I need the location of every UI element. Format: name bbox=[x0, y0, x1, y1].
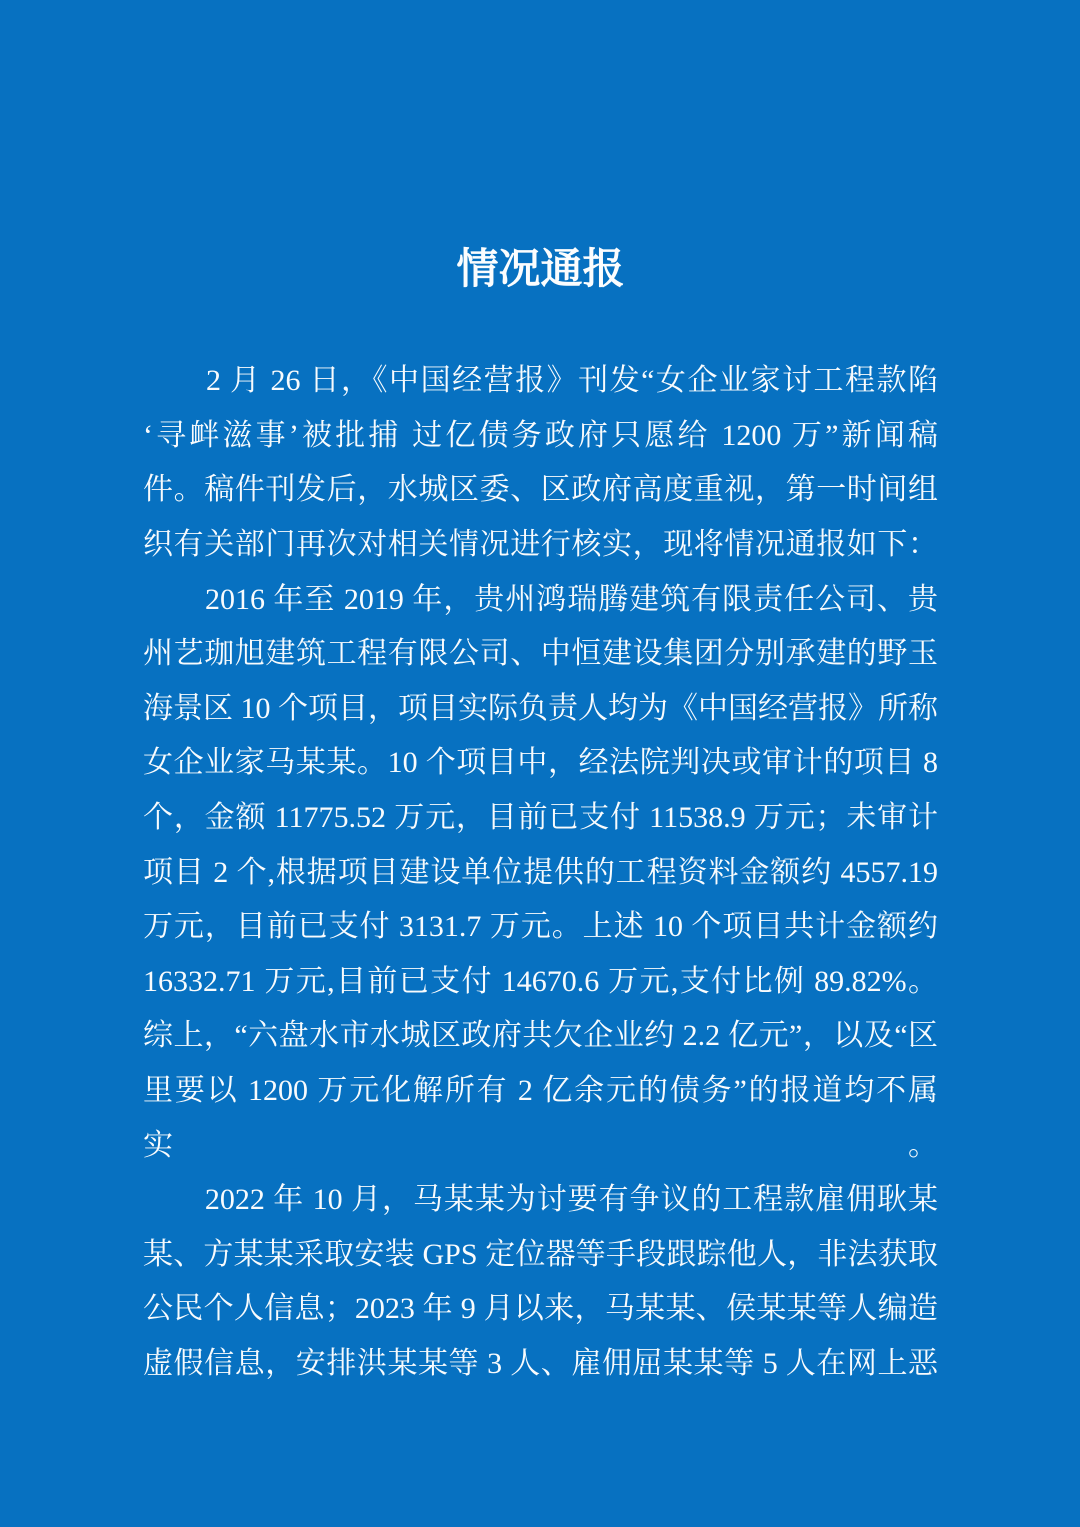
text-line: ‘寻衅滋事’被批捕 过亿债务政府只愿给 1200 万”新闻稿 bbox=[143, 418, 938, 452]
text-line: 某、方某某采取安装 GPS 定位器等手段跟踪他人，非法获取 bbox=[143, 1237, 938, 1271]
text-line: 公民个人信息；2023 年 9 月以来，马某某、侯某某等人编造 bbox=[143, 1292, 938, 1326]
text-line: 2 月 26 日，《中国经营报》刊发“女企业家讨工程款陷 bbox=[143, 364, 938, 398]
text-line: 织有关部门再次对相关情况进行核实，现将情况通报如下： bbox=[143, 528, 938, 562]
text-line: 个，金额 11775.52 万元，目前已支付 11538.9 万元；未审计 bbox=[143, 801, 938, 835]
text-line: 2022 年 10 月，马某某为讨要有争议的工程款雇佣耿某 bbox=[143, 1183, 938, 1217]
page-title: 情况通报 bbox=[456, 247, 625, 293]
paragraph-projects bbox=[143, 573, 938, 1174]
text-line: 虚假信息，安排洪某某等 3 人、雇佣屈某某等 5 人在网上恶 bbox=[143, 1346, 938, 1380]
paragraph-intro bbox=[143, 354, 938, 572]
text-line: 女企业家马某某。10 个项目中，经法院判决或审计的项目 8 bbox=[143, 746, 938, 780]
text-line: 综上，“六盘水市水城区政府共欠企业约 2.2 亿元”，以及“区 bbox=[143, 1019, 938, 1053]
text-line: 2016 年至 2019 年，贵州鸿瑞腾建筑有限责任公司、贵 bbox=[143, 582, 938, 616]
text-line: 16332.71 万元,目前已支付 14670.6 万元,支付比例 89.82%。 bbox=[143, 964, 938, 998]
text-line: 万元，目前已支付 3131.7 万元。上述 10 个项目共计金额约 bbox=[143, 910, 938, 944]
text-line: 项目 2 个,根据项目建设单位提供的工程资料金额约 4557.19 bbox=[143, 855, 938, 889]
text-line: 件。稿件刊发后，水城区委、区政府高度重视，第一时间组 bbox=[143, 473, 938, 507]
text-line: 海景区 10 个项目，项目实际负责人均为《中国经营报》所称 bbox=[143, 691, 938, 725]
notice-body bbox=[143, 354, 938, 1391]
paragraph-incidents bbox=[143, 1173, 938, 1391]
text-line: 州艺珈旭建筑工程有限公司、中恒建设集团分别承建的野玉 bbox=[143, 637, 938, 671]
text-line: 里要以 1200 万元化解所有 2 亿余元的债务”的报道均不属实。 bbox=[143, 1074, 938, 1162]
